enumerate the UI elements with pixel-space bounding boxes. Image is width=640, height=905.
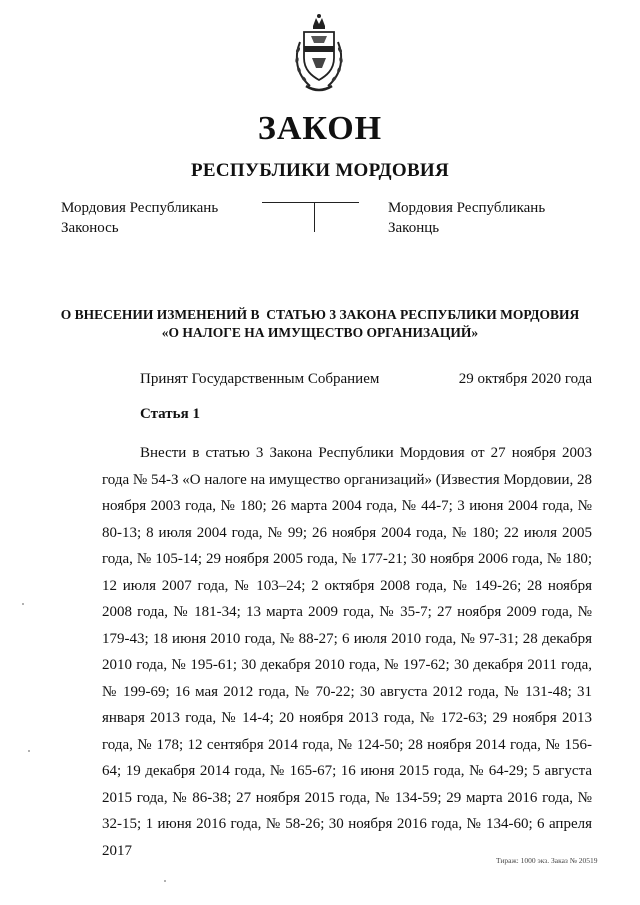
article-title: Статья 1 (140, 406, 200, 422)
erzya-title-block (61, 198, 218, 238)
law-heading-line2: «О НАЛОГЕ НА ИМУЩЕСТВО ОРГАНИЗАЦИЙ» (161, 325, 479, 340)
moksha-title-block (388, 198, 545, 238)
scan-speck (164, 880, 166, 882)
adoption-label: Принят Государственным Собранием (140, 371, 380, 387)
header-divider-horizontal (262, 202, 359, 203)
moksha-title-line1: Мордовия Республикань (388, 200, 546, 216)
scan-speck (22, 603, 24, 605)
article-body-text: Внести в статью 3 Закона Республики Мордовия от 27 ноября 2003 года № 54-З «О налоге на имущество организаций» (Известия Мордовии, 28 ноября 2003 года, № 180; 26 марта 2004 года, № 44-7; 3 июня 2004 года, № 80-13; 8 июля 2004 года, № 99; 26 ноября 2004 года, № 180; 22 июля 2005 года, № 105-14; 29 ноября 2005 года, № 177-21; 30 ноября 2006 года, № 180; 12 июля 2007 года, № 103–24; 2 октября 2008 года, № 149-26; 28 ноября 2008 года, № 181-34; 13 марта 2009 года, № 35-7; 27 ноября 2009 года, № 179-43; 18 июня 2010 года, № 88-27; 6 июля 2010 года, № 97-31; 28 декабря 2010 года, № 195-61; 30 декабря 2010 года, № 197-62; 30 декабря 2011 года, № 199-69; 16 мая 2012 года, № 70-22; 30 августа 2012 года, № 131-48; 31 января 2013 года, № 14-4; 20 ноября 2013 года, № 172-63; 29 ноября 2013 года, № 178; 12 сентября 2014 года, № 124-50; 28 ноября 2014 года, № 156-64; 19 декабря 2014 года, № 165-67; 16 июня 2015 года, № 64-29; 5 августа 2015 года, № 86-38; 27 ноября 2015 года, № 134-59; 29 марта 2016 года, № 32-15; 1 июня 2016 года, № 58-26; 30 ноября 2016 года, № 134-60; 6 апреля 2017 (102, 445, 592, 859)
print-run-note: Тираж: 1000 экз. Заказ № 20519 (496, 856, 598, 865)
law-heading-line1: О ВНЕСЕНИИ ИЗМЕНЕНИЙ В СТАТЬЮ 3 ЗАКОНА РЕСПУБЛИКИ МОРДОВИЯ (60, 307, 580, 322)
law-heading (0, 306, 640, 342)
mordovia-coat-of-arms-icon (286, 12, 352, 96)
moksha-title-line2: Законць (388, 220, 440, 236)
erzya-title-line2: Законось (61, 220, 119, 236)
document-subtitle: РЕСПУБЛИКИ МОРДОВИЯ (190, 160, 450, 181)
adoption-date: 29 октября 2020 года (458, 371, 592, 387)
document-title: ЗАКОН (257, 110, 383, 147)
erzya-title-line1: Мордовия Республикань (61, 200, 219, 216)
adoption-line (140, 371, 592, 388)
scan-speck (28, 750, 30, 752)
header-divider-vertical (314, 202, 315, 232)
